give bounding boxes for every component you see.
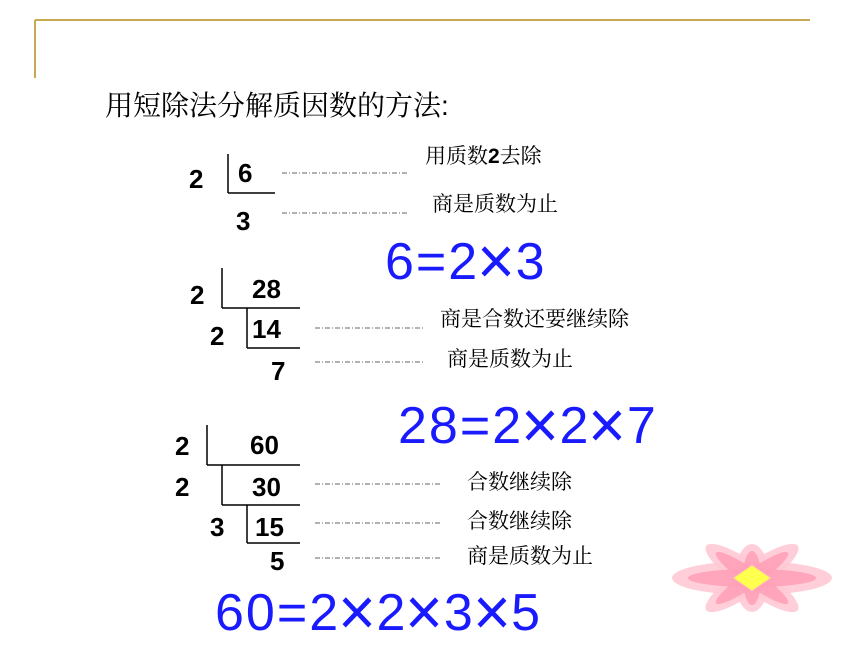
note-number: 2	[488, 145, 500, 168]
note-continue: 合数继续除	[467, 471, 572, 494]
quotient: 15	[255, 512, 284, 542]
note-stop: 商是质数为止	[467, 545, 593, 568]
times-sign: ×	[588, 388, 629, 464]
dividend: 28	[252, 274, 281, 304]
times-sign: ×	[472, 575, 514, 651]
dividend: 6	[238, 158, 253, 188]
dividend: 60	[250, 430, 279, 460]
divisor: 3	[210, 512, 225, 542]
slide-heading: 用短除法分解质因数的方法:	[105, 90, 449, 121]
factorization-result: 60=2×2×3×5	[215, 575, 543, 651]
note-continue: 商是合数还要继续除	[440, 308, 629, 331]
note-divide-by-prime	[425, 146, 542, 167]
divisor: 2	[175, 431, 190, 461]
factorization-result: 28=2×2×7	[398, 388, 658, 464]
note-prefix: 用质数	[425, 145, 488, 168]
note-continue: 合数继续除	[467, 510, 572, 533]
times-sign: ×	[405, 575, 446, 651]
quotient: 30	[252, 472, 281, 502]
quotient: 7	[271, 356, 286, 386]
note-stop: 商是质数为止	[447, 348, 573, 371]
factorization-result: 6=2×3	[385, 224, 547, 300]
quotient: 5	[270, 546, 285, 576]
divisor: 2	[175, 472, 190, 502]
times-sign: ×	[521, 388, 562, 464]
pink-flower-icon	[672, 534, 832, 621]
note-suffix: 去除	[499, 145, 542, 168]
quotient: 14	[252, 314, 281, 344]
quotient: 3	[236, 206, 251, 236]
divisor: 2	[210, 321, 225, 351]
note-stop: 商是质数为止	[432, 193, 558, 216]
divisor: 2	[190, 280, 205, 310]
times-sign: ×	[338, 575, 379, 651]
times-sign: ×	[477, 224, 518, 300]
divisor: 2	[189, 164, 204, 194]
